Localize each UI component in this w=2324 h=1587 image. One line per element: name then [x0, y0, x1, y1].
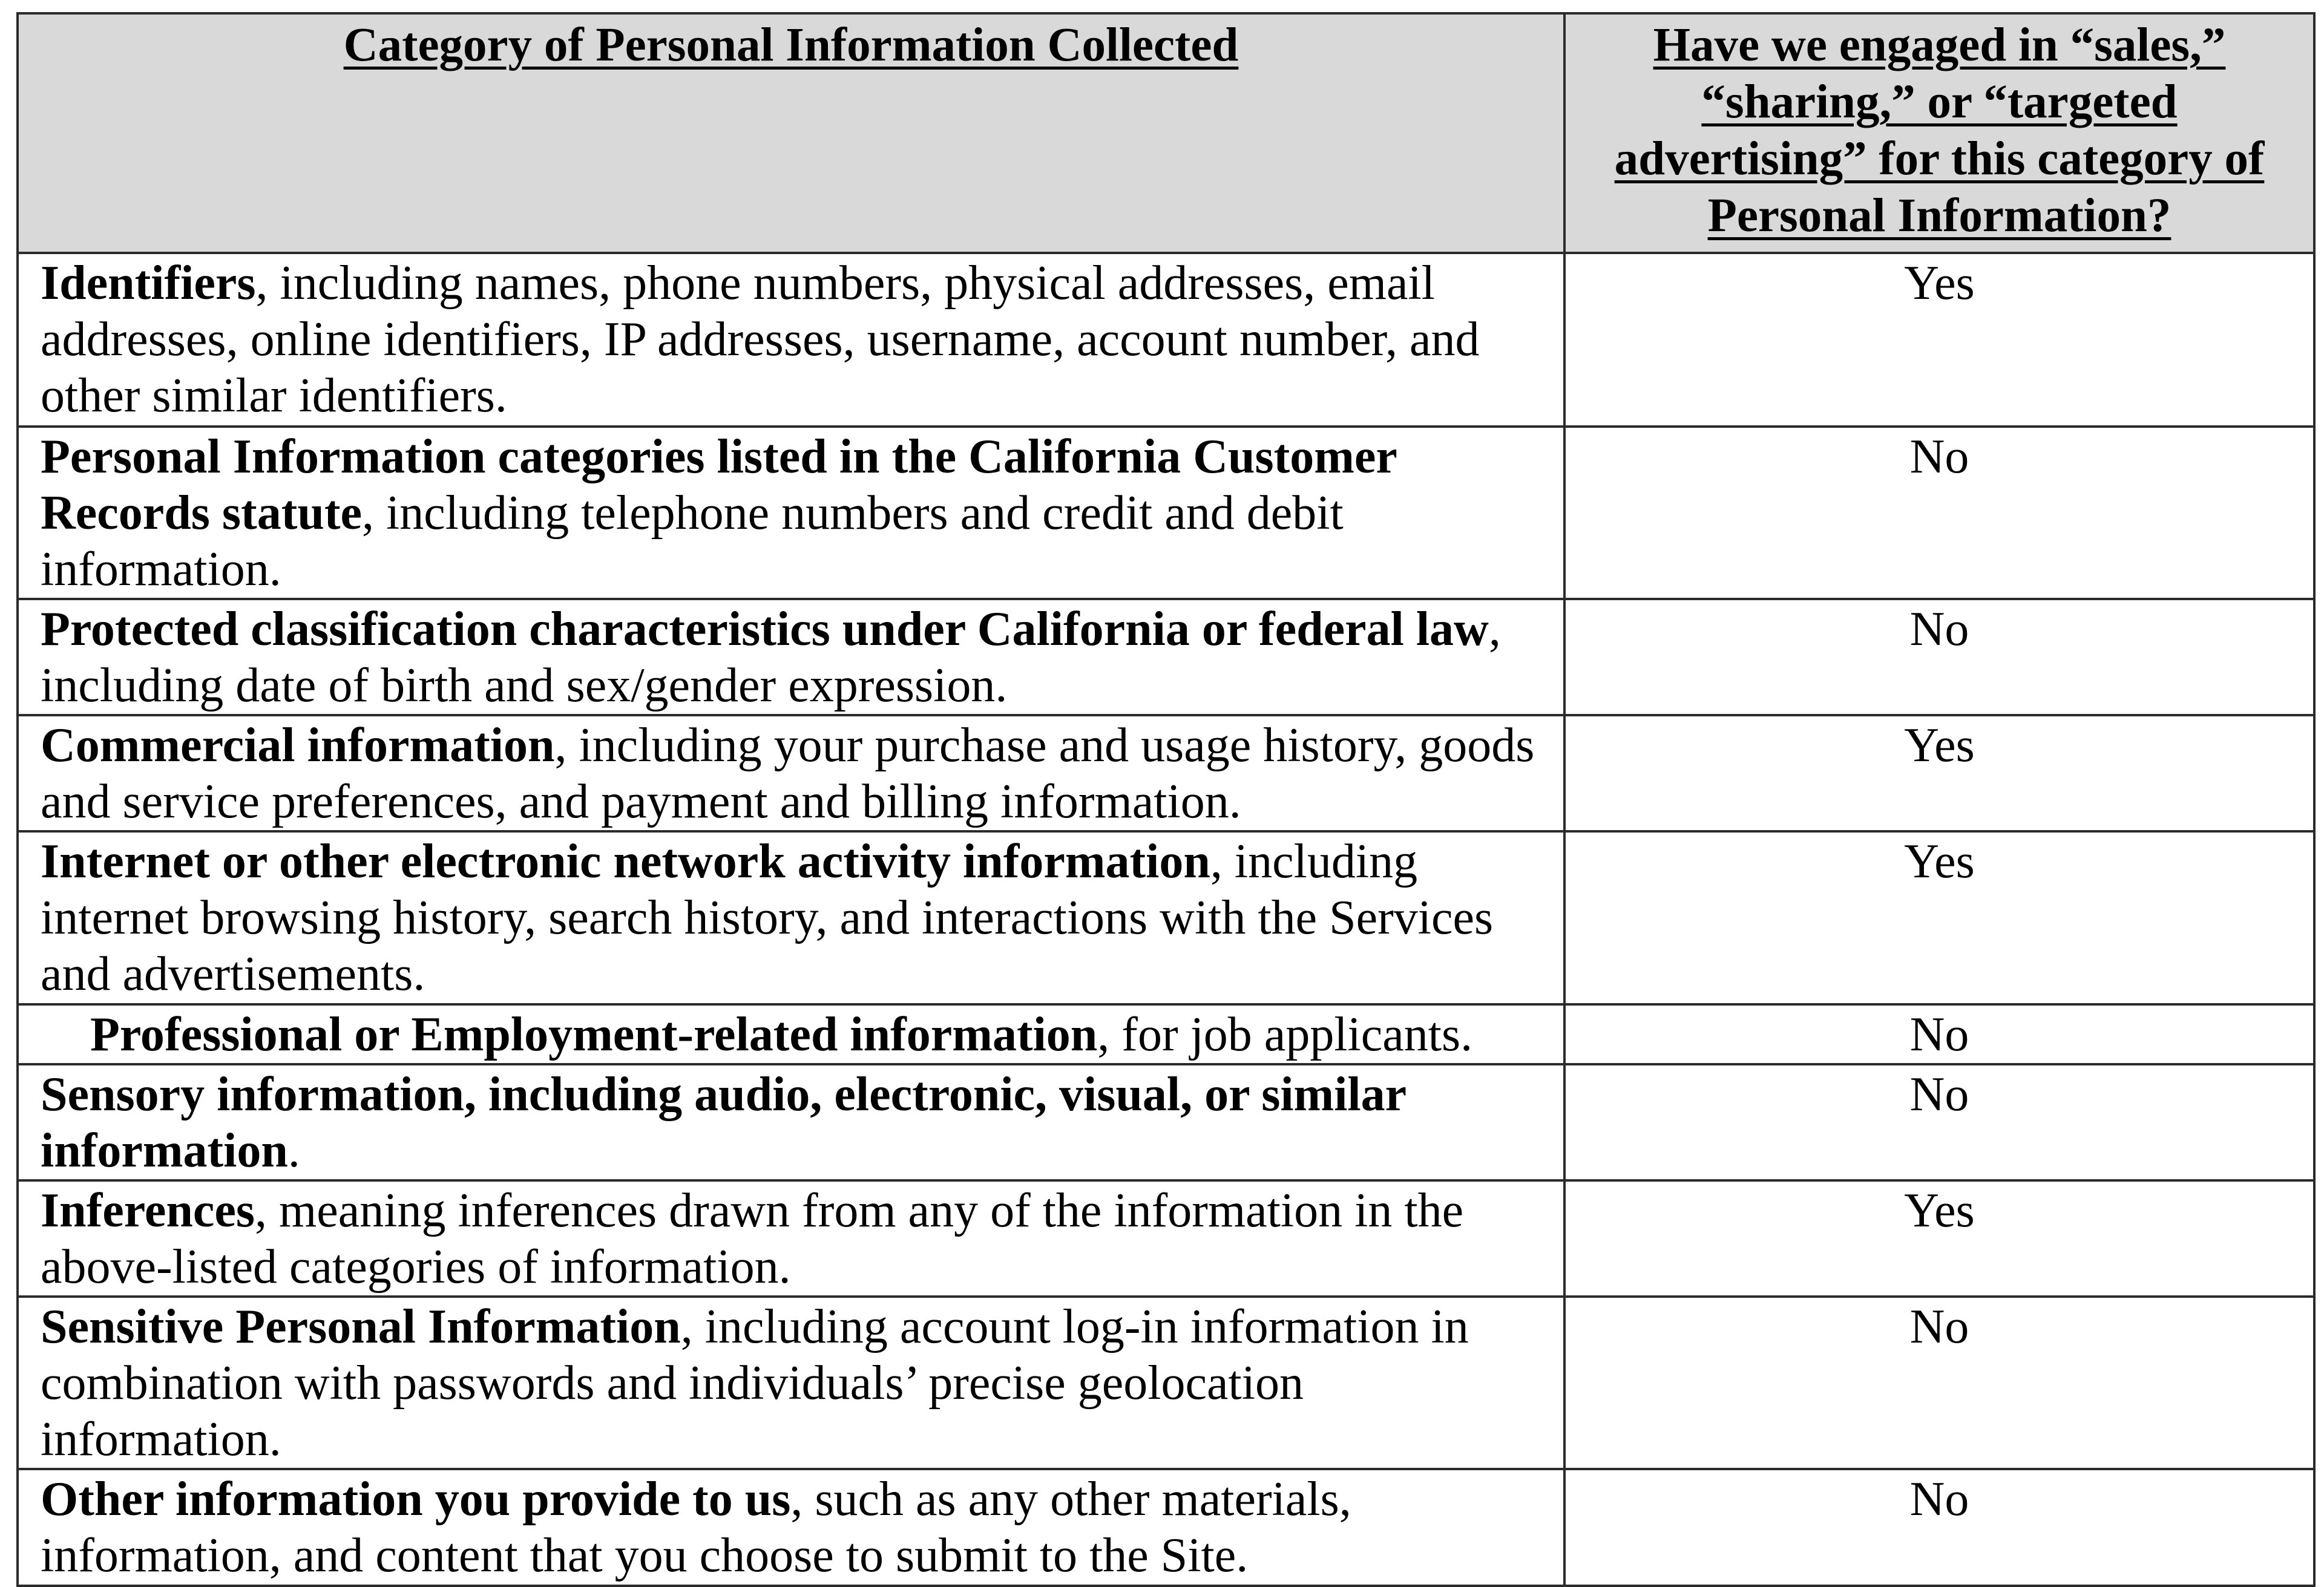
category-cell — [18, 1064, 1564, 1180]
personal-information-table — [16, 12, 2316, 1587]
category-cell — [18, 599, 1564, 715]
category-cell — [18, 1180, 1564, 1297]
category-description: , including telephone numbers and credit and debit information. — [41, 486, 1344, 596]
table-header-row — [18, 13, 2314, 253]
header-sales-sharing-label: Have we engaged in “sales,” “sharing,” or “targeted advertising” for this category of Personal Information? — [1614, 19, 2265, 242]
category-description: , including date of birth and sex/gender expression. — [41, 603, 1501, 712]
table-row — [18, 427, 2314, 599]
category-cell — [18, 253, 1564, 427]
category-name: Inferences — [41, 1184, 255, 1237]
personal-information-table-container — [16, 12, 2313, 1582]
category-name: Protected classification characteristics under California or federal law — [41, 603, 1489, 656]
category-name: Commercial information — [41, 719, 555, 772]
category-name: Professional or Employment-related information — [90, 1008, 1098, 1061]
category-name: Other information you provide to us — [41, 1473, 791, 1526]
table-row — [18, 253, 2314, 427]
answer-cell: Yes — [1564, 715, 2314, 831]
table-row — [18, 1180, 2314, 1297]
category-cell — [18, 1004, 1564, 1064]
answer-cell: Yes — [1564, 253, 2314, 427]
category-description: , including account log-in information in combination with passwords and individuals’ precise geolocation information. — [41, 1300, 1469, 1466]
answer-cell: No — [1564, 1004, 2314, 1064]
category-cell — [18, 1297, 1564, 1469]
category-description: . — [287, 1124, 300, 1177]
table-row — [18, 1064, 2314, 1180]
category-cell — [18, 831, 1564, 1004]
category-name: Sensitive Personal Information — [41, 1300, 681, 1353]
category-name: Identifiers — [41, 257, 256, 310]
category-description: , including your purchase and usage history, goods and service preferences, and payment and billing information. — [41, 719, 1535, 828]
header-category-label: Category of Personal Information Collected — [343, 19, 1239, 71]
category-name: Internet or other electronic network activity information — [41, 835, 1210, 888]
table-row — [18, 1004, 2314, 1064]
header-category — [18, 13, 1564, 253]
table-row — [18, 599, 2314, 715]
table-row — [18, 715, 2314, 831]
category-description: , meaning inferences drawn from any of the information in the above-listed categories of information. — [41, 1184, 1464, 1294]
category-description: , such as any other materials, information, and content that you choose to submit to the Site. — [41, 1473, 1351, 1582]
category-description: , including internet browsing history, search history, and interactions with the Services and advertisements. — [41, 835, 1494, 1001]
answer-cell: No — [1564, 1297, 2314, 1469]
category-cell — [18, 427, 1564, 599]
category-description: , for job applicants. — [1097, 1008, 1473, 1061]
answer-cell: Yes — [1564, 831, 2314, 1004]
category-cell — [18, 715, 1564, 831]
category-name: Sensory information, including audio, electronic, visual, or similar information — [41, 1068, 1406, 1177]
table-row — [18, 1469, 2314, 1586]
answer-cell: No — [1564, 599, 2314, 715]
table-row — [18, 831, 2314, 1004]
category-name: Personal Information categories listed in the California Customer Records statute — [41, 430, 1397, 540]
answer-cell: No — [1564, 1064, 2314, 1180]
answer-cell: No — [1564, 427, 2314, 599]
category-cell — [18, 1469, 1564, 1586]
header-sales-sharing — [1564, 13, 2314, 253]
category-description: , including names, phone numbers, physical addresses, email addresses, online identifiers, IP addresses, username, account number, and other similar identifiers. — [41, 257, 1480, 422]
answer-cell: No — [1564, 1469, 2314, 1586]
answer-cell: Yes — [1564, 1180, 2314, 1297]
table-row — [18, 1297, 2314, 1469]
